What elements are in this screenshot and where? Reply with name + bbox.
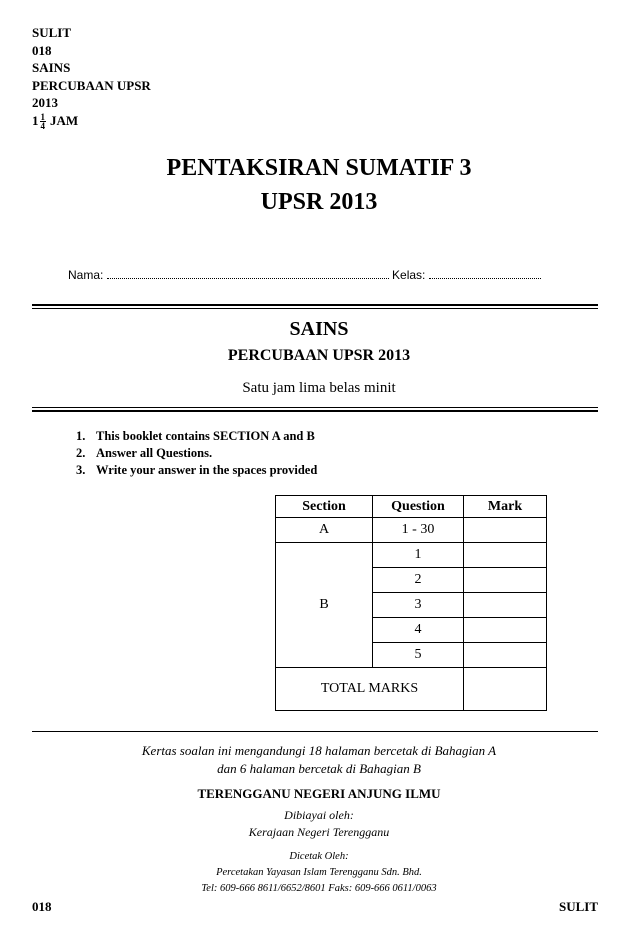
section-b-question: 4 bbox=[373, 618, 464, 643]
page-footer-code: 018 bbox=[32, 899, 52, 914]
header-line-code: 018 bbox=[32, 42, 52, 58]
instruction-number: 1. bbox=[76, 429, 86, 443]
page-footer-sulit: SULIT bbox=[558, 899, 598, 914]
name-label: Nama: bbox=[68, 268, 104, 282]
header-question: Question bbox=[373, 496, 464, 518]
duration-unit: JAM bbox=[50, 112, 79, 128]
subject-title: SAINS bbox=[289, 318, 349, 340]
section-b-cell: B bbox=[276, 543, 373, 668]
marks-table bbox=[275, 495, 547, 711]
top-rule-thick bbox=[32, 304, 598, 306]
class-label: Kelas: bbox=[392, 268, 426, 282]
subject-subtitle: PERCUBAAN UPSR 2013 bbox=[227, 347, 411, 364]
instruction-number: 3. bbox=[76, 463, 86, 477]
header-line-year: 2013 bbox=[32, 95, 58, 110]
duration-text: Satu jam lima belas minit bbox=[242, 380, 396, 396]
name-field[interactable] bbox=[107, 268, 389, 279]
section-b-question: 5 bbox=[373, 643, 464, 668]
header-mark: Mark bbox=[464, 496, 547, 518]
name-class-row bbox=[68, 268, 541, 282]
header-line-duration bbox=[32, 112, 151, 131]
mark-cell[interactable] bbox=[464, 643, 547, 668]
main-title-year: UPSR 2013 bbox=[260, 189, 378, 215]
page-count-line-2: dan 6 halaman bercetak di Bahagian B bbox=[217, 761, 421, 776]
mark-cell[interactable] bbox=[464, 543, 547, 568]
table-row bbox=[276, 543, 547, 568]
section-b-question: 1 bbox=[373, 543, 464, 568]
header-line-exam: PERCUBAAN UPSR bbox=[32, 77, 151, 93]
header-block bbox=[32, 24, 151, 130]
duration-fraction bbox=[40, 113, 47, 130]
header-line-sulit: SULIT bbox=[32, 25, 72, 40]
section-b-question: 3 bbox=[373, 593, 464, 618]
header-section: Section bbox=[276, 496, 373, 518]
duration-denominator: 4 bbox=[40, 121, 45, 132]
page-count-line-1: Kertas soalan ini mengandungi 18 halaman bercetak di Bahagian A bbox=[141, 743, 497, 758]
printer-name: Percetakan Yayasan Islam Terengganu Sdn. Bhd. bbox=[216, 867, 422, 878]
main-title: PENTAKSIRAN SUMATIF 3 bbox=[166, 155, 472, 181]
instruction-text: Write your answer in the spaces provided bbox=[96, 463, 318, 477]
mark-cell[interactable] bbox=[464, 618, 547, 643]
mid-rule-thick bbox=[32, 410, 598, 412]
instruction-item bbox=[76, 428, 317, 445]
duration-whole: 1 bbox=[32, 112, 39, 128]
state-slogan: TERENGGANU NEGERI ANJUNG ILMU bbox=[197, 786, 441, 801]
instruction-number: 2. bbox=[76, 446, 86, 460]
duration-numerator: 1 bbox=[40, 112, 45, 123]
table-row bbox=[276, 518, 547, 543]
bottom-rule bbox=[32, 731, 598, 732]
section-a-questions: 1 - 30 bbox=[373, 518, 464, 543]
total-marks-label: TOTAL MARKS bbox=[276, 668, 464, 711]
mark-cell[interactable] bbox=[464, 518, 547, 543]
printer-contact: Tel: 609-666 8611/6652/8601 Faks: 609-666 0611/0063 bbox=[201, 883, 437, 894]
instructions-list bbox=[76, 428, 317, 479]
mid-rule-thin bbox=[32, 407, 598, 408]
printed-by-label: Dicetak Oleh: bbox=[289, 851, 349, 862]
instruction-text: Answer all Questions. bbox=[96, 446, 213, 460]
header-line-subject: SAINS bbox=[32, 60, 71, 75]
table-header-row bbox=[276, 496, 547, 518]
class-field[interactable] bbox=[429, 268, 541, 279]
instruction-text: This booklet contains SECTION A and B bbox=[96, 429, 315, 443]
funded-by-label: Dibiayai oleh: bbox=[284, 808, 354, 822]
table-row bbox=[276, 668, 547, 711]
section-a-cell: A bbox=[276, 518, 373, 543]
funder-name: Kerajaan Negeri Terengganu bbox=[248, 825, 390, 839]
total-marks-cell[interactable] bbox=[464, 668, 547, 711]
mark-cell[interactable] bbox=[464, 593, 547, 618]
mark-cell[interactable] bbox=[464, 568, 547, 593]
top-rule-thin bbox=[32, 308, 598, 309]
instruction-item bbox=[76, 462, 317, 479]
section-b-question: 2 bbox=[373, 568, 464, 593]
instruction-item bbox=[76, 445, 317, 462]
